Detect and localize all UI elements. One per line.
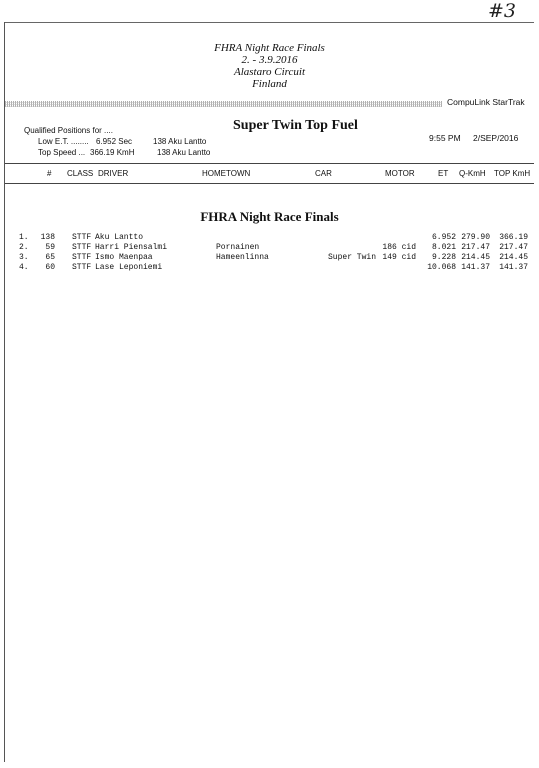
result-q-kmh: 217.47: [461, 243, 490, 252]
result-class: STTF: [72, 233, 92, 242]
event-name: FHRA Night Race Finals: [214, 42, 325, 54]
event-dates: 2. - 3.9.2016: [241, 54, 298, 66]
report-date: 2/SEP/2016: [473, 133, 519, 143]
result-driver: Lase Leponiemi: [95, 263, 163, 272]
result-top-kmh: 366.19: [499, 233, 528, 242]
top-speed-driver: 138 Aku Lantto: [157, 148, 211, 157]
col-top-kmh: TOP KmH: [494, 169, 531, 178]
section-title: FHRA Night Race Finals: [200, 209, 339, 224]
result-pos: 2.: [19, 243, 29, 252]
result-car: Super Twin: [328, 253, 377, 262]
result-motor: 186 cid: [382, 243, 416, 252]
result-driver: Aku Lantto: [95, 233, 144, 242]
result-class: STTF: [72, 253, 92, 262]
low-et-label: Low E.T. ........: [38, 137, 89, 146]
result-q-kmh: 279.90: [461, 233, 490, 242]
col-driver: DRIVER: [98, 169, 129, 178]
col-hometown: HOMETOWN: [202, 169, 251, 178]
software-brand: CompuLink StarTrak: [447, 97, 525, 107]
col-class: CLASS: [67, 169, 94, 178]
result-car-number: 65: [45, 253, 55, 262]
class-title: Super Twin Top Fuel: [233, 118, 358, 133]
result-row: [0, 263, 539, 274]
result-q-kmh: 141.37: [461, 263, 490, 272]
result-motor: 149 cid: [382, 253, 416, 262]
result-et: 10.068: [427, 263, 456, 272]
report-time: 9:55 PM: [429, 133, 461, 143]
low-et-driver: 138 Aku Lantto: [153, 137, 207, 146]
result-hometown: Hameenlinna: [216, 253, 269, 262]
low-et-value: 6.952 Sec: [96, 137, 133, 146]
col-car: CAR: [315, 169, 332, 178]
result-top-kmh: 217.47: [499, 243, 528, 252]
handwritten-page-mark: #3: [488, 0, 517, 22]
top-speed-value: 366.19 KmH: [90, 148, 135, 157]
header-rule-bottom: [5, 183, 534, 184]
result-car-number: 60: [45, 263, 55, 272]
result-top-kmh: 141.37: [499, 263, 528, 272]
qualified-heading: Qualified Positions for ....: [24, 126, 113, 135]
col-et: ET: [438, 169, 449, 178]
hatched-divider-overlay: [5, 101, 442, 107]
page-border-top: [4, 22, 534, 23]
page-border-left: [4, 22, 5, 762]
top-speed-label: Top Speed ...: [38, 148, 86, 157]
result-pos: 4.: [19, 263, 29, 272]
result-driver: Harri Piensalmi: [95, 243, 168, 252]
result-pos: 3.: [19, 253, 29, 262]
col-q-kmh: Q-KmH: [459, 169, 486, 178]
col-motor: MOTOR: [385, 169, 415, 178]
result-driver: Ismo Maenpaa: [95, 253, 153, 262]
header-rule-top: [5, 163, 534, 164]
result-car-number: 59: [45, 243, 55, 252]
result-et: 6.952: [431, 233, 456, 242]
result-top-kmh: 214.45: [499, 253, 528, 262]
result-q-kmh: 214.45: [461, 253, 490, 262]
result-hometown: Pornainen: [216, 243, 260, 252]
event-circuit: Alastaro Circuit: [234, 66, 305, 78]
event-country: Finland: [252, 78, 287, 90]
result-pos: 1.: [19, 233, 29, 242]
result-class: STTF: [72, 263, 92, 272]
result-et: 8.021: [431, 243, 456, 252]
result-et: 9.228: [431, 253, 456, 262]
result-class: STTF: [72, 243, 92, 252]
col-num: #: [47, 169, 52, 178]
result-car-number: 138: [40, 233, 55, 242]
